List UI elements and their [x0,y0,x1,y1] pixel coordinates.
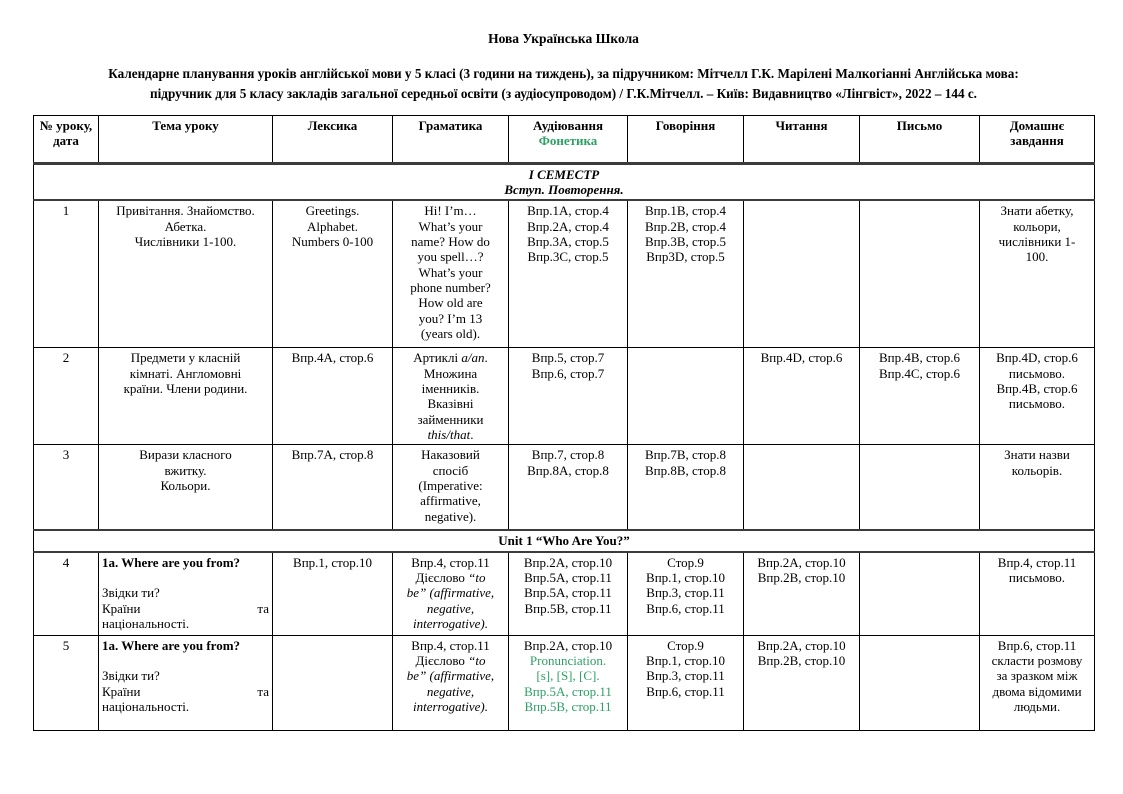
text-line: Впр.6, стор.7 [531,365,605,381]
text-line: Впр.5А, стор.11 [524,585,612,601]
text-line [396,427,505,442]
text-line: Впр.4В, стор.6 [878,350,961,366]
cell-grammar [393,200,509,348]
section-row [34,163,1095,200]
text-line: Впр.4А, стор.6 [291,350,374,366]
curriculum-table [33,115,1095,731]
text-line: скласти розмову [991,652,1083,668]
text-line: Впр.4С, стор.6 [878,365,961,381]
text-line: Звідки ти? [102,585,160,601]
lesson-row [34,445,1095,531]
col-header-writing: Письмо [860,115,980,163]
text-segment: Unit 1 “Who Are You?” [498,533,630,549]
text-segment: be” (affirmative, [406,668,495,684]
text-line: Впр.2В, стор.4 [644,218,727,234]
text-segment: 1a. Where are you from? [102,637,241,653]
text-line: affirmative, [420,493,481,509]
cell-num [34,445,99,531]
cell-lexis [273,635,393,730]
text-line: Вказівні [427,396,474,412]
cell-writing [860,445,980,531]
text-line [102,653,269,668]
cell-grammar [393,445,509,531]
text-segment: 1a. Where are you from? [102,554,241,570]
cell-homework [980,348,1095,445]
text-line: you spell…? [417,249,484,265]
cell-reading [744,635,860,730]
text-line: спосіб [432,462,469,478]
cell-homework [980,200,1095,348]
cell-grammar [393,635,509,730]
text-line: Впр.1В, стор.4 [644,203,727,219]
text-line: Впр.2В, стор.10 [757,569,846,585]
text-line: Hi! I’m… [424,203,477,219]
text-line: Впр.2А, стор.4 [527,218,609,234]
text-line [396,585,505,600]
cell-homework [980,445,1095,531]
text-line: Впр.1А, стор.4 [527,203,609,219]
text-line [396,699,505,714]
text-line: національності. [102,615,190,631]
cell-lexis [273,348,393,445]
text-line: Впр.4В, стор.6 [996,380,1078,396]
text-line: How old are [418,295,483,311]
text-segment: Артиклі [413,350,462,366]
text-line: двома відомими [992,683,1082,699]
text-line: Впр.3В, стор.5 [644,233,727,249]
text-segment: Дієслово [415,569,469,585]
text-line: Предмети у класній [130,350,241,366]
text-line: Greetings. [305,203,360,219]
text-line: кімнаті. Англомовні [129,365,242,381]
col-header-phonetics-label: Фонетика [538,132,598,148]
text-line: займенники [417,411,484,427]
cell-lexis [273,445,393,531]
text-line [102,684,269,699]
col-header-grammar: Граматика [393,115,509,163]
text-segment: та [257,683,269,699]
cell-topic [99,200,273,348]
text-line: Знати абетку, [1000,203,1074,219]
cell-speaking [628,200,744,348]
text-segment: a/an [461,350,485,366]
lesson-row [34,200,1095,348]
cell-topic [99,445,273,531]
text-line: Стор.9 [667,554,704,570]
text-line: phone number? [410,279,491,295]
cell-writing [860,552,980,636]
text-line: Впр.2В, стор.10 [757,652,846,668]
text-line [512,653,624,668]
text-line: 5 [62,637,70,653]
text-line: письмово. [1008,365,1066,381]
text-segment: . [484,350,488,366]
col-header-speaking: Говоріння [628,115,744,163]
cell-speaking [628,445,744,531]
text-line [396,570,505,585]
text-segment: І СЕМЕСТР [528,166,600,182]
col-header-listening-label: Аудіювання [532,117,604,133]
cell-listening [509,348,628,445]
cell-num [34,200,99,348]
text-segment: Країни [102,600,141,616]
document-subtitle [33,64,1094,104]
cell-topic [99,635,273,730]
document-title: Нова Українська Школа [488,31,639,46]
cell-reading [744,552,860,636]
text-line: країни. Члени родини. [123,380,248,396]
text-line: Наказовий [421,447,480,463]
text-line: Кольори. [160,477,211,493]
text-line: Впр.4, стор.11 [997,554,1077,570]
cell-reading [744,200,860,348]
text-line: (years old). [420,325,481,341]
text-line: 2 [62,350,70,366]
text-line: Впр3D, стор.5 [646,249,725,265]
text-line: кольори, [1013,218,1061,234]
text-line: Numbers 0-100 [291,233,374,249]
text-line [37,182,1091,197]
text-line [102,638,269,653]
text-line: Впр.5А, стор.11 [524,569,612,585]
text-segment: “to [468,569,486,585]
text-line: 100. [1025,249,1049,265]
text-line [102,570,269,585]
section-title-cell [34,163,1095,200]
col-header-listening [509,115,628,163]
text-line: Звідки ти? [102,668,160,684]
col-header-lexis: Лексика [273,115,393,163]
text-line: Числівники 1-100. [134,233,237,249]
text-line [512,684,624,699]
cell-writing [860,200,980,348]
cell-topic [99,552,273,636]
text-line: 4 [62,554,70,570]
cell-num [34,348,99,445]
text-line: Впр.6, стор.11 [646,600,725,616]
text-line: Впр.3, стор.11 [646,668,725,684]
cell-speaking [628,635,744,730]
text-line: Впр.7, стор.8 [531,447,605,463]
text-line: Впр.7А, стор.8 [291,447,374,463]
text-segment: negative, [426,683,475,699]
text-line: Впр.3А, стор.5 [527,233,609,249]
text-segment: та [257,600,269,616]
text-line: negative). [424,508,477,524]
text-line [396,653,505,668]
text-line: Впр.1, стор.10 [646,569,725,585]
cell-num [34,552,99,636]
text-line [396,601,505,616]
text-line: Впр.3С, стор.5 [527,249,609,265]
cell-speaking [628,348,744,445]
text-line [102,555,269,570]
cell-listening [509,200,628,348]
text-line: Впр.6, стор.11 [646,683,725,699]
text-segment: Країни [102,683,141,699]
text-segment: interrogative). [413,698,488,714]
text-line [396,684,505,699]
text-line: Впр.8А, стор.8 [527,462,609,478]
text-line [512,668,624,683]
text-segment: be” (affirmative, [406,585,495,601]
text-segment: Впр.5А, стор.11 [524,683,612,699]
text-line: 1 [62,203,70,219]
text-line: Впр.4D, стор.6 [996,350,1078,366]
cell-listening [509,552,628,636]
text-line: Вирази класного [139,447,232,463]
text-segment: “to [468,652,486,668]
text-segment: [s], [S], [C]. [536,668,600,684]
text-line: іменників. [421,380,480,396]
cell-reading [744,445,860,531]
text-line: Впр.1, стор.10 [293,554,372,570]
text-line: What’s your [418,264,483,280]
text-segment: interrogative). [413,615,488,631]
text-line: вжитку. [164,462,207,478]
text-line: 3 [62,447,70,463]
section-row [34,530,1095,551]
col-header-reading: Читання [744,115,860,163]
text-segment: negative, [426,600,475,616]
cell-topic [99,348,273,445]
text-line: What’s your [418,218,483,234]
text-line: Впр.4, стор.11 [411,637,490,653]
subtitle-line-1: Календарне планування уроків англійської мови у 5 класі (3 години на тиждень), за підручником: Мітчелл Г.К. Марілені Малкогіанні Англійська мова: [108,66,1019,81]
text-line: Впр.6, стор.11 [997,637,1077,653]
text-line: Впр.2А, стор.10 [523,637,613,653]
text-line: Стор.9 [667,637,704,653]
cell-lexis [273,552,393,636]
text-line: людьми. [1013,698,1061,714]
col-header-topic: Тема уроку [99,115,273,163]
cell-speaking [628,552,744,636]
cell-reading [744,348,860,445]
cell-writing [860,348,980,445]
text-segment: this/that [427,426,471,442]
subtitle-line-2: підручник для 5 класу закладів загальної середньої освіти (з аудіосупроводом) / Г.К.Мітчелл. – Київ: Видавництво «Лінгвіст», 2022 – 144 с. [150,85,977,101]
col-header-homework: Домашнє завдання [980,115,1095,163]
text-line: Впр.3, стор.11 [646,585,725,601]
text-line [512,699,624,714]
lesson-row [34,635,1095,730]
text-line: Впр.5В, стор.11 [524,600,612,616]
text-line: числівники 1- [998,233,1076,249]
text-line: Привітання. Знайомство. [116,203,255,219]
text-line: name? How do [411,233,490,249]
text-line [37,533,1091,548]
text-line: Впр.5, стор.7 [531,350,605,366]
text-line: письмово. [1008,396,1066,412]
text-line: Знати назви [1004,447,1070,463]
text-line: Впр.2А, стор.10 [757,554,846,570]
cell-homework [980,635,1095,730]
text-segment: Вступ. Повторення. [504,181,624,197]
text-line [396,616,505,631]
text-segment: Впр.5В, стор.11 [524,698,612,714]
cell-lexis [273,200,393,348]
text-line [102,601,269,616]
text-line: національності. [102,698,190,714]
cell-grammar [393,552,509,636]
text-line: Впр.1, стор.10 [646,652,725,668]
text-segment: . [470,426,474,442]
text-line: Множина [423,365,478,381]
lesson-row [34,348,1095,445]
text-segment: Дієслово [415,652,469,668]
lesson-row [34,552,1095,636]
text-line [37,167,1091,182]
cell-listening [509,635,628,730]
section-title-cell [34,530,1095,551]
text-line: за зразком між [996,668,1078,684]
text-line: кольорів. [1011,462,1063,478]
text-line: Абетка. [164,218,207,234]
text-line: письмово. [1008,569,1066,585]
text-line [396,668,505,683]
text-line: (Imperative: [418,477,483,493]
text-line: Впр.8В, стор.8 [644,462,727,478]
text-line: you? I’m 13 [418,310,483,326]
cell-homework [980,552,1095,636]
text-line: Впр.4D, стор.6 [760,350,843,366]
text-line: Впр.7В, стор.8 [644,447,727,463]
cell-grammar [393,348,509,445]
cell-writing [860,635,980,730]
text-line [396,350,505,365]
col-header-lesson-number: № уроку, дата [34,115,99,163]
text-line: Впр.2А, стор.10 [757,637,846,653]
text-line: Впр.2А, стор.10 [523,554,613,570]
header-row [34,115,1095,163]
cell-num [34,635,99,730]
cell-listening [509,445,628,531]
text-line: Впр.4, стор.11 [411,554,490,570]
text-segment: Pronunciation. [529,652,607,668]
text-line: Alphabet. [307,218,358,234]
